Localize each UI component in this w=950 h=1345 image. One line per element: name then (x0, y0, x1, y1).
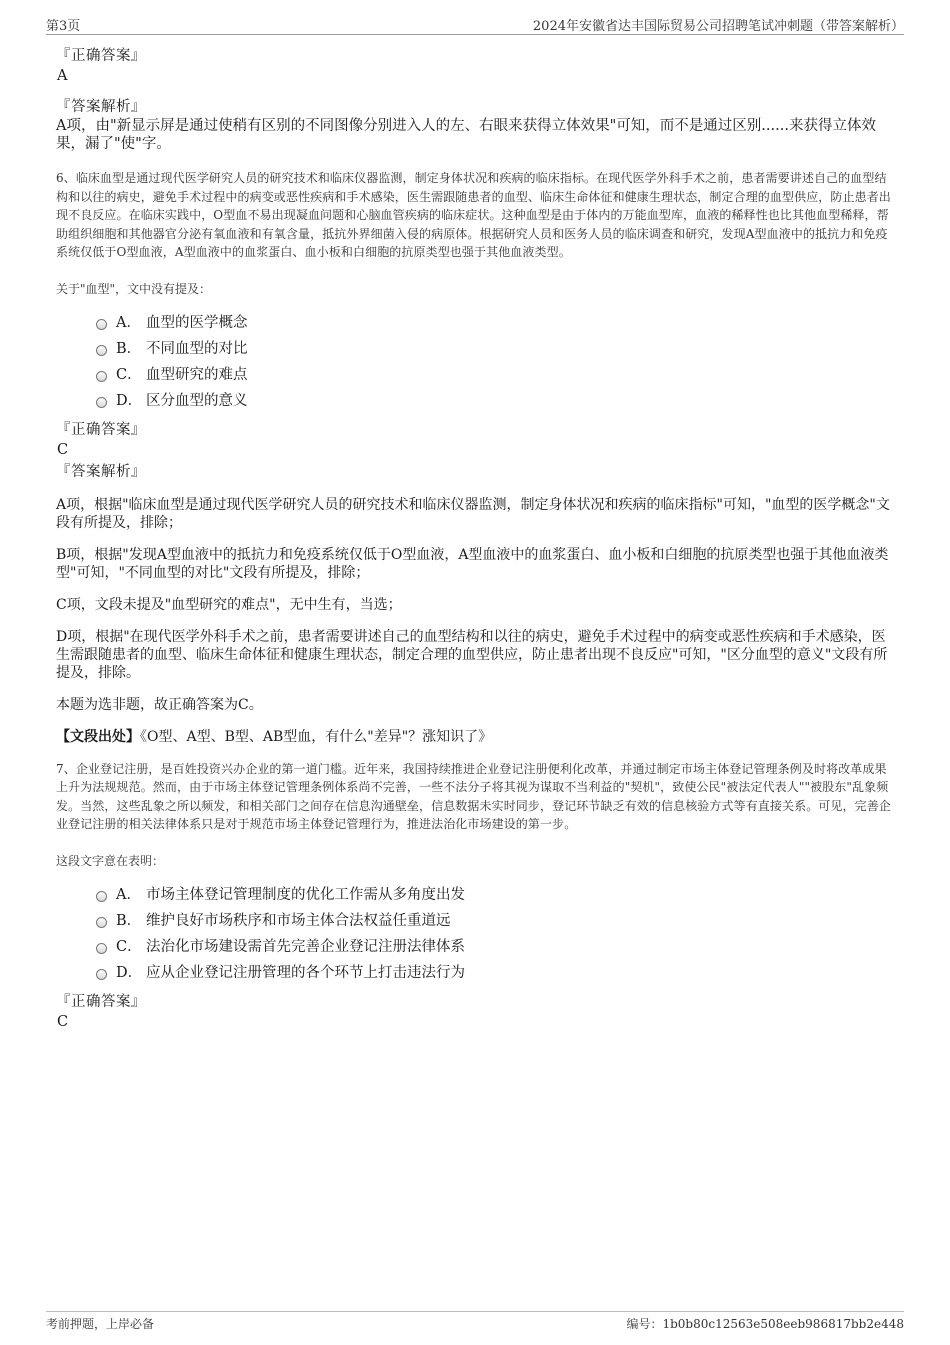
radio-button[interactable] (96, 943, 107, 954)
document-id: 编号：1b0b80c12563e508eeb986817bb2e448 (626, 1317, 904, 1331)
radio-button[interactable] (96, 371, 107, 382)
q6-option-b[interactable] (96, 336, 896, 362)
q6-option-d[interactable] (96, 388, 896, 414)
q7-option-a[interactable] (96, 882, 896, 908)
option-letter: A． (116, 886, 141, 903)
q6-option-a[interactable] (96, 310, 896, 336)
option-letter: B． (116, 340, 142, 357)
q7-question: 这段文字意在表明： (56, 853, 165, 868)
radio-button[interactable] (96, 319, 107, 330)
q5-analysis: A项，由"新显示屏是通过使稍有区别的不同图像分别进入人的左、右眼来获得立体效果"可知，而不是通过区别......来获得立体效果，漏了"使"字。 (56, 118, 876, 152)
option-text: 血型研究的难点 (146, 366, 248, 383)
q6-option-c[interactable] (96, 362, 896, 388)
correct-answer-label: 『正确答案』 (56, 993, 146, 1010)
radio-button[interactable] (96, 397, 107, 408)
q6-analysis-b: B项，根据"发现A型血液中的抵抗力和免疫系统仅低于O型血液，A型血液中的血浆蛋白、血小板和白细胞的抗原类型也强于其他血液类型"可知，"不同血型的对比"文段有所提及，排除； (56, 546, 889, 581)
q6-source (56, 728, 896, 746)
correct-answer-label: 『正确答案』 (56, 48, 146, 64)
option-letter: A． (116, 314, 141, 331)
option-letter: D． (116, 964, 143, 981)
page-content (56, 44, 896, 1032)
option-letter: D． (116, 392, 143, 409)
radio-button[interactable] (96, 917, 107, 928)
radio-button[interactable] (96, 891, 107, 902)
option-text: 血型的医学概念 (146, 314, 248, 331)
option-text: 市场主体登记管理制度的优化工作需从多角度出发 (146, 886, 465, 903)
q6-analysis-a: A项，根据"临床血型是通过现代医学研究人员的研究技术和临床仪器监测，制定身体状况和疾病的临床指标"可知，"血型的医学概念"文段有所提及，排除； (56, 496, 890, 531)
q7-option-c[interactable] (96, 934, 896, 960)
q6-answer: C (57, 441, 69, 458)
option-text: 应从企业登记注册管理的各个环节上打击违法行为 (146, 964, 465, 981)
q7-option-b[interactable] (96, 908, 896, 934)
option-letter: B． (116, 912, 142, 929)
page-footer (46, 1311, 904, 1335)
page-header (46, 14, 904, 35)
q7-passage: 7、企业登记注册，是百姓投资兴办企业的第一道门槛。近年来，我国持续推进企业登记注册便利化改革，并通过制定市场主体登记管理条例及时将改革成果上升为法规规范。然而，由于市场主体登记管理条例体系尚不完善，一些不法分子将其视为谋取不当利益的"契机"，致使公民"被法定代表人""被股东"乱象频发。当然，这些乱象之所以频发，和相关部门之间存在信息沟通壁垒，信息数据未实时同步，登记环节缺乏有效的信息核验方式等有直接关系。可见，完善企业登记注册的相关法律体系只是对于规范市场主体登记管理行为，推进法治化市场建设的第一步。 (56, 761, 891, 831)
q7-answer: C (57, 1013, 69, 1030)
option-text: 不同血型的对比 (146, 340, 248, 357)
radio-button[interactable] (96, 969, 107, 980)
analysis-label: 『答案解析』 (56, 463, 146, 480)
option-text: 维护良好市场秩序和市场主体合法权益任重道远 (146, 912, 451, 929)
correct-answer-label: 『正确答案』 (56, 421, 146, 438)
q6-question: 关于"血型"，文中没有提及： (56, 281, 212, 296)
option-letter: C． (116, 938, 142, 955)
q6-options (56, 310, 896, 414)
document-title: 2024年安徽省达丰国际贸易公司招聘笔试冲刺题（带答案解析） (532, 19, 904, 34)
option-text: 区分血型的意义 (146, 392, 248, 409)
source-text: 《O型、A型、B型、AB型血，有什么"差异"？涨知识了》 (140, 728, 493, 745)
q5-answer: A (57, 68, 68, 84)
q6-analysis-d: D项，根据"在现代医学外科手术之前，患者需要讲述自己的血型结构和以往的病史，避免手术过程中的病变或恶性疾病和手术感染，医生需跟随患者的血型、临床生命体征和健康生理状态，制定合理的血型供应，防止患者出现不良反应"可知，"区分血型的意义"文段有所提及，排除。 (56, 628, 888, 681)
q6-analysis-c: C项，文段未提及"血型研究的难点"，无中生有，当选； (56, 596, 402, 613)
source-label: 【文段出处】 (56, 728, 140, 745)
q6-passage: 6、临床血型是通过现代医学研究人员的研究技术和临床仪器监测，制定身体状况和疾病的临床指标。在现代医学外科手术之前，患者需要讲述自己的血型结构和以往的病史，避免手术过程中的病变或恶性疾病和手术感染，医生需跟随患者的血型、临床生命体征和健康生理状态，制定合理的血型供应，防止患者出现不良反应。在临床实践中，O型血不易出现凝血问题和心脑血管疾病的临床症状。这种血型是由于体内的万能血型库，血液的稀释性也比其他血型稀释，帮助组织细胞和其他器官分泌有氧血液和有氧含量，抵抗外界细菌入侵的病原体。根据研究人员和医务人员的临床调查和研究，发现A型血液中的抵抗力和免疫系统仅低于O型血液，A型血液中的血浆蛋白、血小板和白细胞的抗原类型也强于其他血液类型。 (56, 171, 891, 259)
q7-option-d[interactable] (96, 960, 896, 986)
q6-conclusion: 本题为选非题，故正确答案为C。 (56, 696, 263, 713)
option-text: 法治化市场建设需首先完善企业登记注册法律体系 (146, 938, 465, 955)
page-number: 第3页 (46, 19, 81, 34)
option-letter: C． (116, 366, 142, 383)
footer-slogan: 考前押题，上岸必备 (46, 1317, 155, 1331)
q7-options (56, 882, 896, 986)
analysis-label: 『答案解析』 (56, 99, 146, 115)
radio-button[interactable] (96, 345, 107, 356)
